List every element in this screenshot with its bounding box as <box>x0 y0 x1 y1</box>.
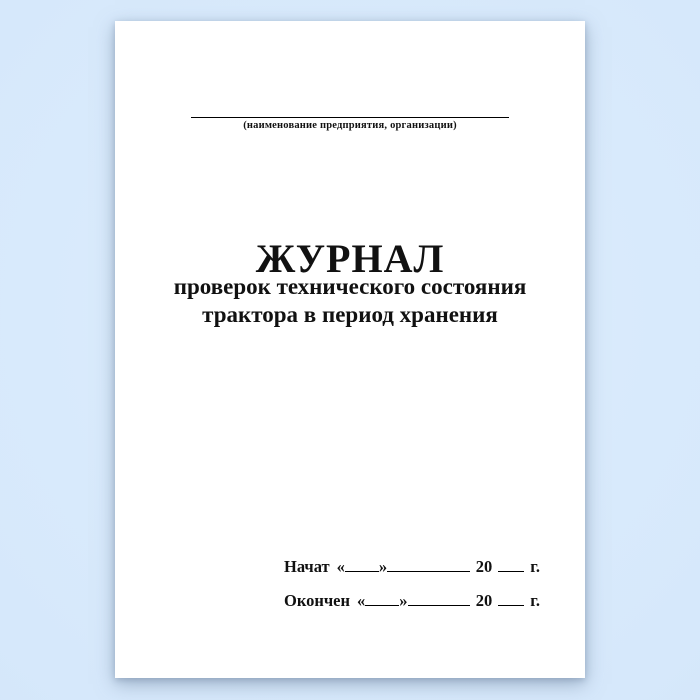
day-blank-line <box>345 559 379 572</box>
dates-block <box>284 557 540 625</box>
month-blank-line <box>408 593 470 606</box>
journal-title: ЖУРНАЛ <box>255 236 445 281</box>
year-suffix: г. <box>530 557 540 576</box>
organization-name-block <box>115 117 585 131</box>
journal-subtitle <box>115 273 585 329</box>
started-label: Начат <box>284 557 330 576</box>
finished-label: Окончен <box>284 591 351 610</box>
year-suffix: г. <box>530 591 540 610</box>
year-century: 20 <box>475 591 493 610</box>
open-quote: « <box>336 557 345 576</box>
month-blank-line <box>387 559 470 572</box>
day-blank-line <box>365 593 399 606</box>
year-blank-line <box>498 593 524 606</box>
close-quote: » <box>378 557 388 576</box>
close-quote: » <box>399 591 408 610</box>
year-blank-line <box>498 559 524 572</box>
organization-name-caption: (наименование предприятия, организации) <box>243 120 457 131</box>
date-row-finished <box>284 591 540 611</box>
organization-name-line <box>191 117 509 118</box>
journal-subtitle-line2: трактора в период хранения <box>202 302 498 327</box>
open-quote: « <box>357 591 366 610</box>
year-century: 20 <box>475 557 493 576</box>
journal-cover-page <box>115 21 585 678</box>
journal-subtitle-line1: проверок технического состояния <box>173 274 527 299</box>
date-row-started <box>284 557 540 577</box>
